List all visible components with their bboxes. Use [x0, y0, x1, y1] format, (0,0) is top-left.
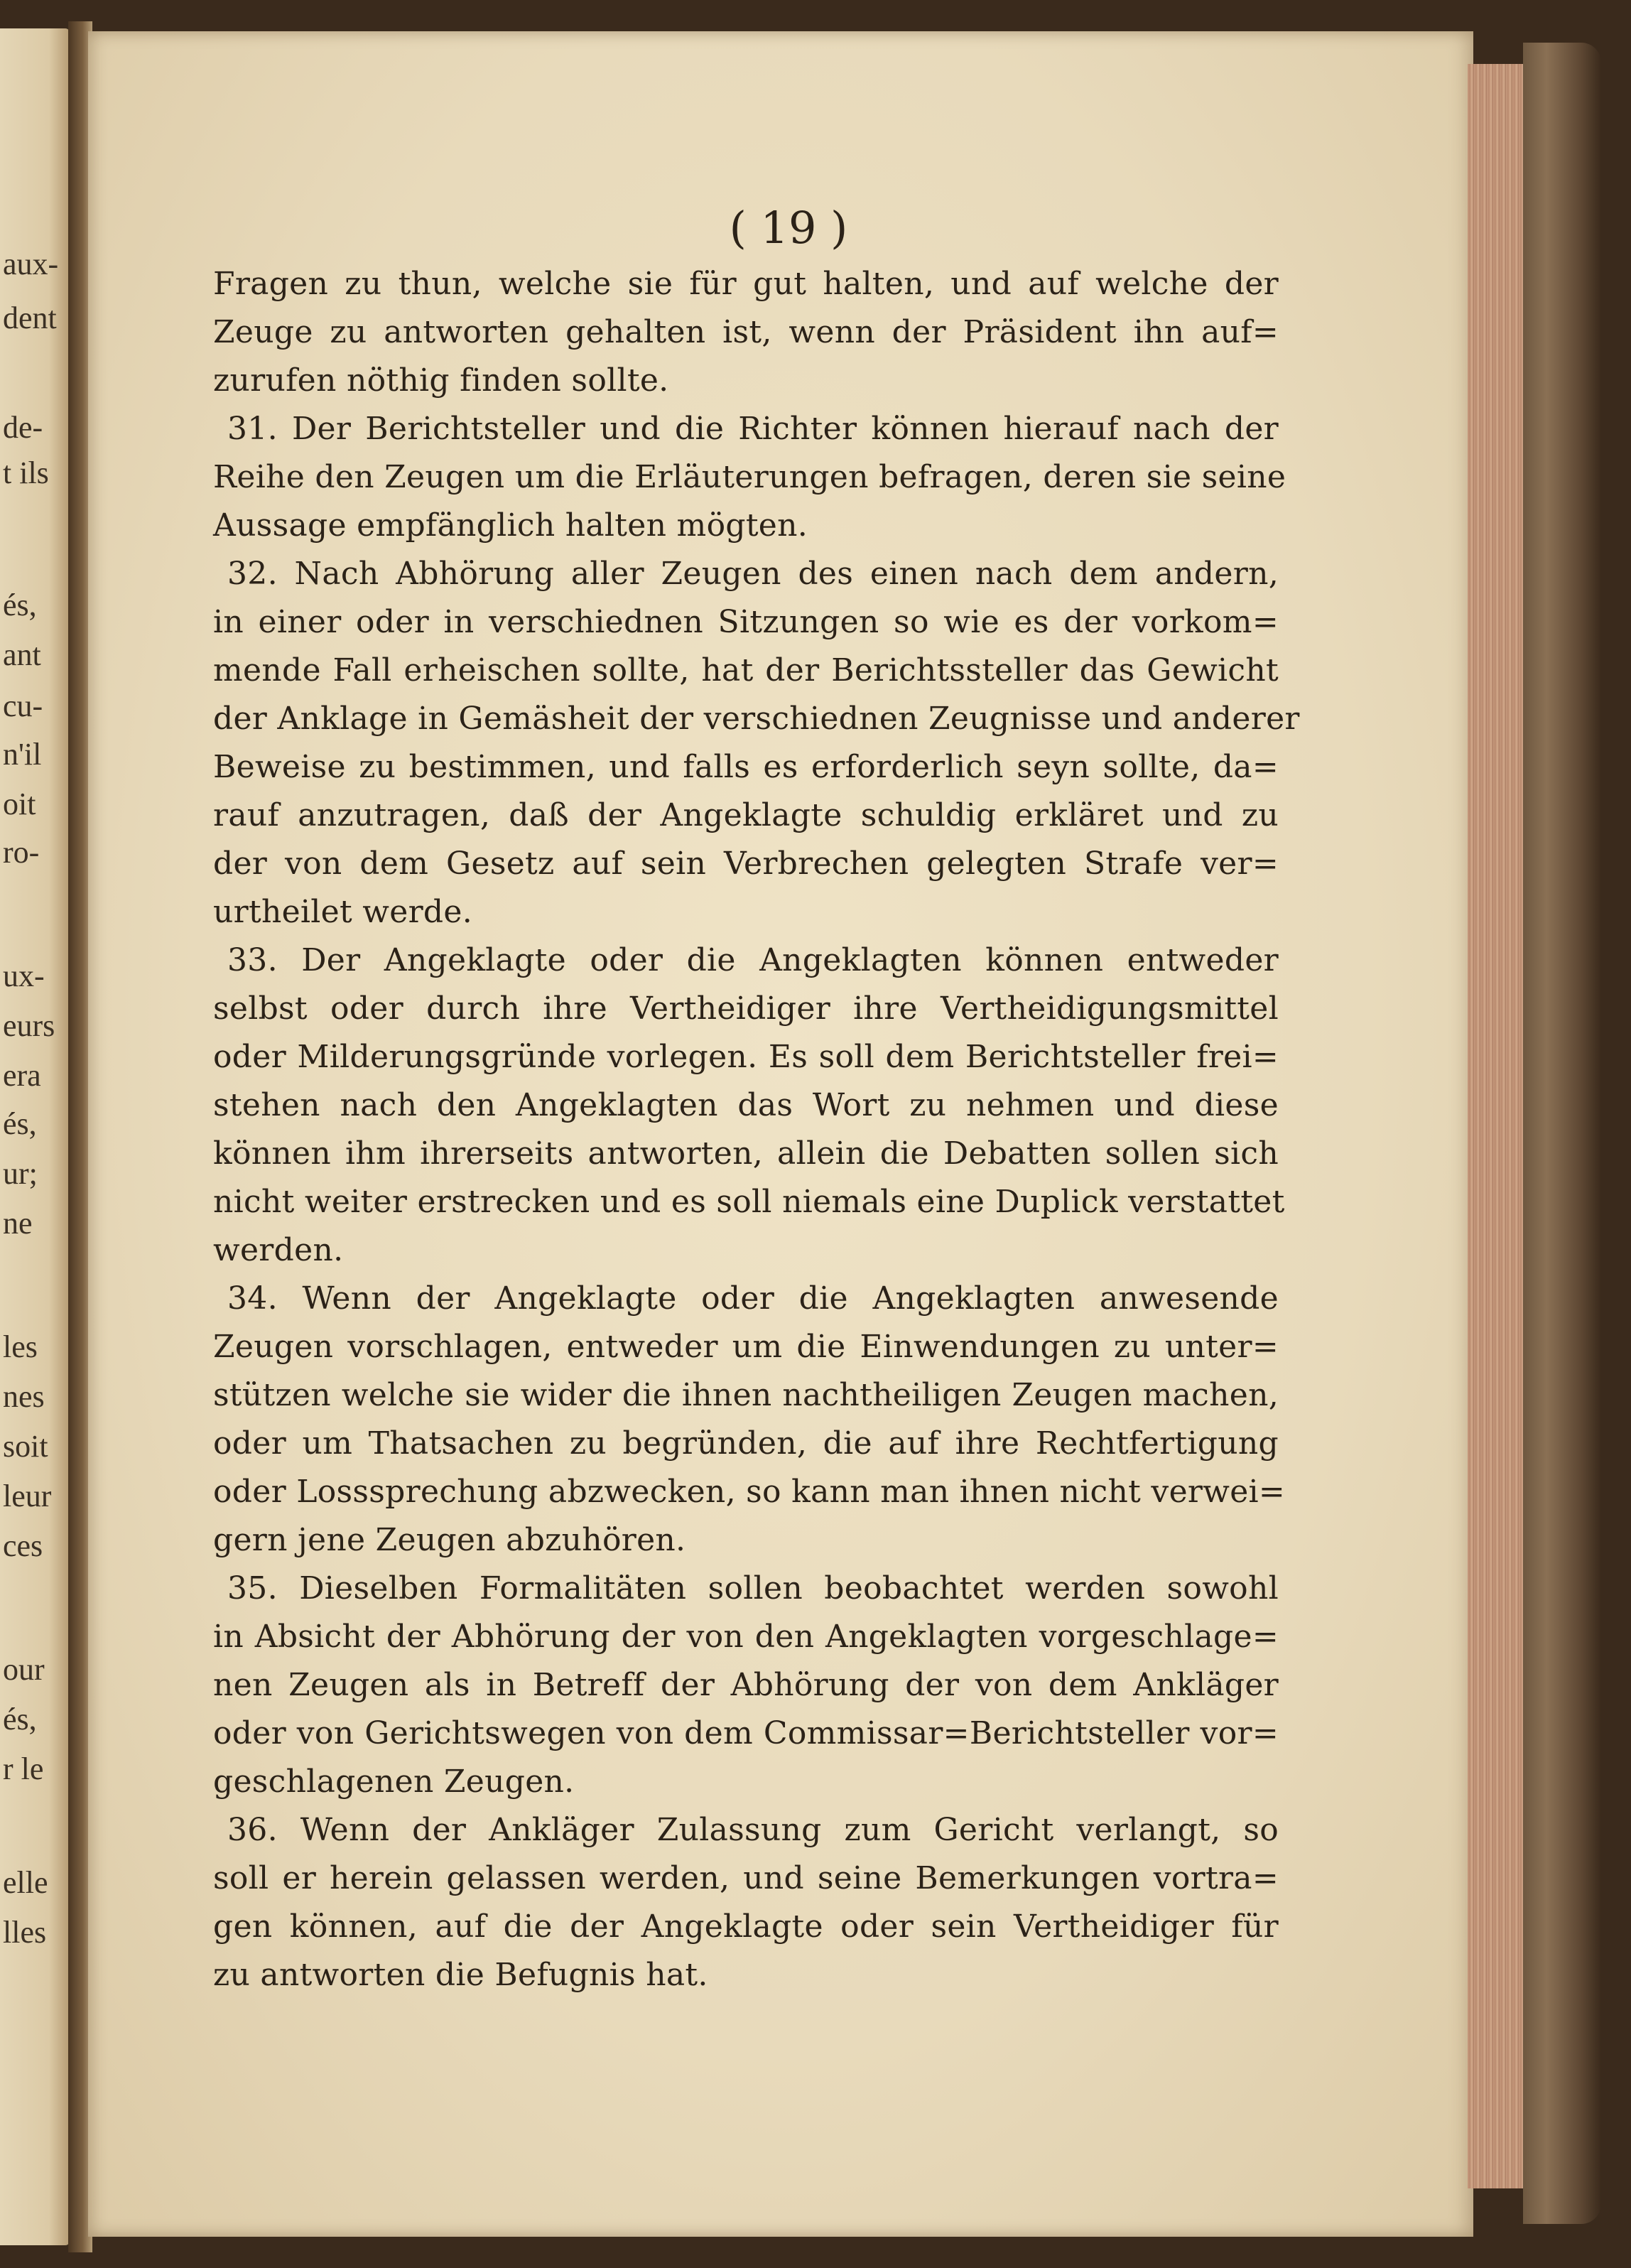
facing-page-fragment: és,	[3, 1106, 37, 1141]
text-line: in einer oder in verschiednen Sitzungen so wie es der vorkom=	[213, 604, 1279, 640]
text-line: in Absicht der Abhörung der von den Angeklagten vorgeschlage=	[213, 1619, 1279, 1655]
text-line: 31. Der Berichtsteller und die Richter können hierauf nach der	[227, 411, 1279, 447]
text-line: gen können, auf die der Angeklagte oder sein Vertheidiger für	[213, 1908, 1279, 1945]
text-line: 34. Wenn der Angeklagte oder die Angeklagten anwesende	[227, 1280, 1279, 1317]
text-line: Beweise zu bestimmen, und falls es erforderlich seyn sollte, da=	[213, 749, 1279, 785]
facing-page-fragment: elle	[3, 1865, 48, 1900]
text-line: 35. Dieselben Formalitäten sollen beobachtet werden sowohl	[227, 1570, 1279, 1606]
text-line: Zeugen vorschlagen, entweder um die Einwendungen zu unter=	[213, 1329, 1279, 1365]
text-line: Fragen zu thun, welche sie für gut halten, und auf welche der	[213, 266, 1279, 302]
book-binding	[1523, 43, 1601, 2224]
text-line: stehen nach den Angeklagten das Wort zu nehmen und diese	[213, 1087, 1279, 1123]
text-line: können ihm ihrerseits antworten, allein die Debatten sollen sich	[213, 1135, 1279, 1172]
page-text	[213, 202, 1300, 1999]
text-line: Aussage empfänglich halten mögten.	[213, 507, 808, 544]
facing-page-fragment: r le	[3, 1751, 44, 1786]
page-edges	[1468, 64, 1524, 2188]
text-line: oder von Gerichtswegen von dem Commissar=Berichtsteller vor=	[213, 1715, 1279, 1751]
facing-page-fragment: ro-	[3, 835, 40, 870]
facing-page-fragment: ant	[3, 637, 41, 672]
facing-page-fragment: soit	[3, 1429, 48, 1464]
text-line: geschlagenen Zeugen.	[213, 1764, 575, 1800]
text-line: mende Fall erheischen sollte, hat der Berichtssteller das Gewicht	[213, 652, 1279, 688]
text-line: urtheilet werde.	[213, 894, 473, 930]
facing-page-fragment: lles	[3, 1915, 47, 1950]
facing-page-fragment: ur;	[3, 1156, 38, 1191]
facing-page-fragment: leur	[3, 1479, 52, 1513]
facing-page-fragment: ne	[3, 1206, 33, 1241]
facing-page-fragment: ces	[3, 1528, 43, 1563]
text-line: selbst oder durch ihre Vertheidiger ihre Vertheidigungsmittel	[213, 990, 1279, 1027]
text-line: der von dem Gesetz auf sein Verbrechen gelegten Strafe ver=	[213, 846, 1279, 882]
text-line: der Anklage in Gemäsheit der verschiednen Zeugnisse und anderer	[213, 701, 1300, 737]
facing-page-fragment: és,	[3, 1702, 37, 1737]
facing-page-fragment: és,	[3, 588, 37, 622]
text-line: oder um Thatsachen zu begründen, die auf ihre Rechtfertigung	[213, 1425, 1279, 1462]
facing-page	[0, 28, 70, 2245]
text-line: nen Zeugen als in Betreff der Abhörung der von dem Ankläger	[213, 1667, 1279, 1703]
text-line: gern jene Zeugen abzuhören.	[213, 1522, 686, 1558]
facing-page-fragment: n'il	[3, 737, 42, 772]
text-line: Zeuge zu antworten gehalten ist, wenn der Präsident ihn auf=	[213, 314, 1279, 350]
text-line: 36. Wenn der Ankläger Zulassung zum Gericht verlangt, so	[227, 1812, 1279, 1848]
facing-page-fragment: ux-	[3, 958, 45, 993]
text-line: oder Losssprechung abzwecken, so kann man ihnen nicht verwei=	[213, 1474, 1286, 1510]
text-line: 32. Nach Abhörung aller Zeugen des einen nach dem andern,	[227, 556, 1279, 592]
facing-page-fragment: cu-	[3, 688, 43, 723]
facing-page-fragment: t ils	[3, 455, 49, 490]
text-line: zu antworten die Befugnis hat.	[213, 1957, 708, 1993]
text-line: rauf anzutragen, daß der Angeklagte schuldig erkläret und zu	[213, 797, 1279, 833]
facing-page-fragment: nes	[3, 1379, 45, 1414]
facing-page-fragment: era	[3, 1058, 41, 1093]
text-line: Reihe den Zeugen um die Erläuterungen befragen, deren sie seine	[213, 459, 1286, 495]
text-line: oder Milderungsgründe vorlegen. Es soll dem Berichtsteller frei=	[213, 1039, 1279, 1075]
facing-page-fragment: oit	[3, 787, 36, 821]
facing-page-fragment: our	[3, 1652, 45, 1687]
text-line: soll er herein gelassen werden, und seine Bemerkungen vortra=	[213, 1860, 1279, 1896]
facing-page-fragment: aux-	[3, 247, 59, 281]
facing-page-fragment: de-	[3, 410, 43, 445]
text-line: zurufen nöthig finden sollte.	[213, 362, 669, 399]
text-line: nicht weiter erstrecken und es soll niemals eine Duplick verstattet	[213, 1184, 1285, 1220]
facing-page-fragment: les	[3, 1329, 38, 1364]
facing-page-fragment: dent	[3, 301, 57, 335]
text-line: 33. Der Angeklagte oder die Angeklagten können entweder	[227, 942, 1279, 978]
facing-page-fragment: eurs	[3, 1008, 55, 1043]
text-line: stützen welche sie wider die ihnen nachtheiligen Zeugen machen,	[213, 1377, 1279, 1413]
page-number: ( 19 )	[729, 202, 848, 254]
text-line: werden.	[213, 1232, 344, 1268]
